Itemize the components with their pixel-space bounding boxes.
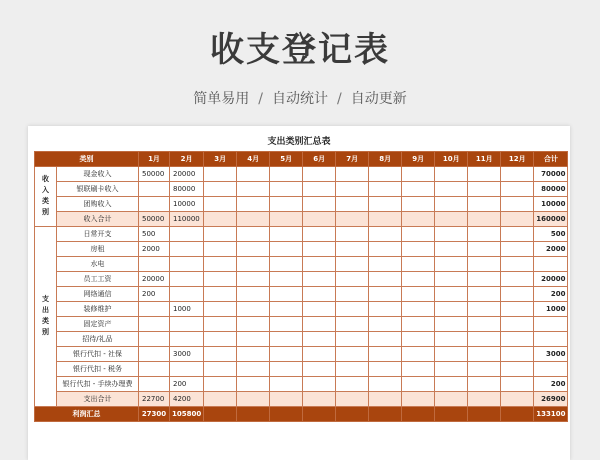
month-cell[interactable] [435, 182, 468, 197]
month-cell[interactable] [468, 182, 501, 197]
month-cell[interactable] [237, 167, 270, 182]
month-cell[interactable] [402, 197, 435, 212]
table-row [35, 227, 568, 242]
profit-section [35, 407, 568, 422]
month-cell[interactable] [170, 362, 204, 377]
month-cell[interactable] [435, 257, 468, 272]
month-cell[interactable] [139, 377, 170, 392]
feature-easy: 简单易用 [193, 91, 250, 107]
row-label: 支出合计 [57, 392, 139, 407]
month-cell[interactable]: 10000 [170, 197, 204, 212]
month-cell[interactable] [303, 287, 336, 302]
month-cell[interactable] [501, 287, 534, 302]
month-cell[interactable] [303, 227, 336, 242]
total-cell: 10000 [534, 197, 568, 212]
row-label: 现金收入 [57, 167, 139, 182]
month-cell[interactable] [270, 332, 303, 347]
month-cell[interactable] [402, 242, 435, 257]
month-cell[interactable] [303, 212, 336, 227]
month-cell[interactable] [270, 272, 303, 287]
table-row [35, 362, 568, 377]
profit-month-cell [204, 407, 237, 422]
total-cell: 80000 [534, 182, 568, 197]
row-label: 招待/礼品 [57, 332, 139, 347]
month-cell[interactable] [303, 332, 336, 347]
table-row [35, 347, 568, 362]
month-cell[interactable] [270, 317, 303, 332]
table-row [35, 197, 568, 212]
month-cell[interactable] [204, 242, 237, 257]
total-cell: 500 [534, 227, 568, 242]
month-cell[interactable] [237, 182, 270, 197]
subtotal-row [35, 392, 568, 407]
row-label: 银联刷卡收入 [57, 182, 139, 197]
col-header-month: 1月 [139, 152, 170, 167]
month-cell[interactable] [270, 182, 303, 197]
col-header-month: 8月 [369, 152, 402, 167]
profit-month-cell [435, 407, 468, 422]
month-cell[interactable] [402, 227, 435, 242]
month-cell[interactable] [369, 347, 402, 362]
month-cell[interactable] [170, 287, 204, 302]
row-label: 房租 [57, 242, 139, 257]
month-cell[interactable] [336, 317, 369, 332]
month-cell[interactable]: 2000 [139, 242, 170, 257]
month-cell[interactable]: 110000 [170, 212, 204, 227]
month-cell[interactable] [435, 377, 468, 392]
month-cell[interactable] [270, 197, 303, 212]
profit-label: 利润汇总 [35, 407, 139, 422]
col-header-month: 3月 [204, 152, 237, 167]
total-cell [534, 317, 568, 332]
month-cell[interactable] [369, 212, 402, 227]
total-cell [534, 362, 568, 377]
month-cell[interactable] [435, 332, 468, 347]
month-cell[interactable] [402, 392, 435, 407]
row-label: 网络通信 [57, 287, 139, 302]
month-cell[interactable] [501, 332, 534, 347]
month-cell[interactable] [139, 257, 170, 272]
month-cell[interactable] [435, 362, 468, 377]
month-cell[interactable] [336, 167, 369, 182]
month-cell[interactable] [369, 302, 402, 317]
month-cell[interactable] [303, 272, 336, 287]
profit-row [35, 407, 568, 422]
month-cell[interactable] [501, 212, 534, 227]
separator: / [337, 91, 342, 107]
month-cell[interactable] [402, 332, 435, 347]
month-cell[interactable] [270, 302, 303, 317]
total-cell: 200 [534, 287, 568, 302]
month-cell[interactable] [435, 197, 468, 212]
month-cell[interactable] [270, 257, 303, 272]
month-cell[interactable] [468, 167, 501, 182]
month-cell[interactable] [270, 227, 303, 242]
month-cell[interactable] [303, 347, 336, 362]
total-cell: 20000 [534, 272, 568, 287]
month-cell[interactable] [204, 272, 237, 287]
month-cell[interactable] [501, 242, 534, 257]
month-cell[interactable] [204, 302, 237, 317]
month-cell[interactable] [170, 257, 204, 272]
row-label: 员工工资 [57, 272, 139, 287]
profit-total-cell: 133100 [534, 407, 568, 422]
month-cell[interactable] [204, 167, 237, 182]
month-cell[interactable] [139, 197, 170, 212]
month-cell[interactable] [237, 197, 270, 212]
month-cell[interactable]: 4200 [170, 392, 204, 407]
col-header-total: 合计 [534, 152, 568, 167]
month-cell[interactable] [237, 302, 270, 317]
month-cell[interactable] [237, 227, 270, 242]
feature-auto-stats: 自动统计 [272, 91, 328, 107]
month-cell[interactable] [270, 242, 303, 257]
row-label: 银行代扣 - 手续办理费 [57, 377, 139, 392]
month-cell[interactable] [139, 332, 170, 347]
month-cell[interactable] [237, 272, 270, 287]
row-label: 收入合计 [57, 212, 139, 227]
month-cell[interactable] [270, 212, 303, 227]
total-cell: 1000 [534, 302, 568, 317]
month-cell[interactable] [435, 227, 468, 242]
month-cell[interactable] [336, 287, 369, 302]
month-cell[interactable] [303, 362, 336, 377]
profit-month-cell: 105800 [170, 407, 204, 422]
month-cell[interactable] [303, 182, 336, 197]
month-cell[interactable] [336, 242, 369, 257]
month-cell[interactable] [369, 392, 402, 407]
month-cell[interactable] [402, 362, 435, 377]
month-cell[interactable] [501, 272, 534, 287]
month-cell[interactable] [501, 302, 534, 317]
month-cell[interactable] [237, 377, 270, 392]
month-cell[interactable] [369, 167, 402, 182]
category-group-label: 收入类别 [35, 167, 57, 227]
month-cell[interactable] [336, 257, 369, 272]
separator: / [258, 91, 263, 107]
month-cell[interactable] [237, 242, 270, 257]
month-cell[interactable] [336, 377, 369, 392]
month-cell[interactable] [139, 182, 170, 197]
month-cell[interactable] [270, 392, 303, 407]
month-cell[interactable] [336, 332, 369, 347]
month-cell[interactable] [369, 317, 402, 332]
month-cell[interactable] [170, 332, 204, 347]
month-cell[interactable] [204, 332, 237, 347]
month-cell[interactable] [303, 197, 336, 212]
col-header-category: 类别 [35, 152, 139, 167]
month-cell[interactable] [402, 302, 435, 317]
row-label: 团购收入 [57, 197, 139, 212]
month-cell[interactable] [336, 212, 369, 227]
page-title: 收支登记表 [210, 30, 390, 70]
month-cell[interactable] [237, 257, 270, 272]
profit-month-cell [402, 407, 435, 422]
month-cell[interactable] [270, 377, 303, 392]
month-cell[interactable] [402, 212, 435, 227]
income-section [35, 167, 568, 227]
month-cell[interactable] [369, 362, 402, 377]
profit-month-cell [303, 407, 336, 422]
summary-table [34, 151, 568, 422]
col-header-month: 12月 [501, 152, 534, 167]
month-cell[interactable] [303, 167, 336, 182]
total-cell: 200 [534, 377, 568, 392]
month-cell[interactable]: 20000 [170, 167, 204, 182]
month-cell[interactable] [501, 377, 534, 392]
subtotal-row [35, 212, 568, 227]
col-header-month: 6月 [303, 152, 336, 167]
month-cell[interactable] [139, 347, 170, 362]
col-header-month: 2月 [170, 152, 204, 167]
month-cell[interactable] [204, 377, 237, 392]
month-cell[interactable]: 50000 [139, 167, 170, 182]
month-cell[interactable] [204, 182, 237, 197]
month-cell[interactable] [204, 362, 237, 377]
month-cell[interactable] [402, 287, 435, 302]
row-label: 装修维护 [57, 302, 139, 317]
month-cell[interactable] [468, 272, 501, 287]
month-cell[interactable] [303, 302, 336, 317]
month-cell[interactable] [139, 302, 170, 317]
table-row [35, 332, 568, 347]
row-label: 银行代扣 - 税务 [57, 362, 139, 377]
header-row [35, 152, 568, 167]
month-cell[interactable] [501, 347, 534, 362]
month-cell[interactable]: 200 [170, 377, 204, 392]
month-cell[interactable] [170, 242, 204, 257]
month-cell[interactable] [303, 392, 336, 407]
month-cell[interactable]: 22700 [139, 392, 170, 407]
month-cell[interactable] [501, 392, 534, 407]
month-cell[interactable] [237, 212, 270, 227]
month-cell[interactable] [468, 392, 501, 407]
month-cell[interactable] [435, 242, 468, 257]
month-cell[interactable] [336, 392, 369, 407]
month-cell[interactable] [501, 257, 534, 272]
month-cell[interactable] [369, 257, 402, 272]
month-cell[interactable]: 50000 [139, 212, 170, 227]
total-cell: 3000 [534, 347, 568, 362]
month-cell[interactable] [402, 257, 435, 272]
table-row [35, 182, 568, 197]
month-cell[interactable] [435, 167, 468, 182]
total-cell [534, 332, 568, 347]
month-cell[interactable] [204, 212, 237, 227]
month-cell[interactable] [435, 212, 468, 227]
month-cell[interactable] [501, 197, 534, 212]
month-cell[interactable] [468, 377, 501, 392]
sheet-title: 支出类别汇总表 [267, 137, 331, 147]
row-label: 日常开支 [57, 227, 139, 242]
month-cell[interactable] [270, 362, 303, 377]
month-cell[interactable] [369, 227, 402, 242]
month-cell[interactable] [402, 347, 435, 362]
total-cell: 160000 [534, 212, 568, 227]
month-cell[interactable] [435, 317, 468, 332]
month-cell[interactable] [170, 317, 204, 332]
month-cell[interactable] [468, 287, 501, 302]
month-cell[interactable] [501, 362, 534, 377]
table-row [35, 287, 568, 302]
profit-month-cell [336, 407, 369, 422]
total-cell: 2000 [534, 242, 568, 257]
month-cell[interactable]: 500 [139, 227, 170, 242]
spreadsheet-preview [28, 126, 570, 460]
month-cell[interactable] [237, 317, 270, 332]
month-cell[interactable] [369, 197, 402, 212]
month-cell[interactable] [270, 167, 303, 182]
month-cell[interactable]: 80000 [170, 182, 204, 197]
month-cell[interactable] [402, 377, 435, 392]
month-cell[interactable] [369, 182, 402, 197]
month-cell[interactable] [369, 332, 402, 347]
month-cell[interactable] [336, 197, 369, 212]
month-cell[interactable] [468, 212, 501, 227]
month-cell[interactable] [204, 197, 237, 212]
month-cell[interactable] [336, 347, 369, 362]
month-cell[interactable] [204, 347, 237, 362]
month-cell[interactable] [468, 257, 501, 272]
month-cell[interactable] [303, 317, 336, 332]
month-cell[interactable] [369, 242, 402, 257]
month-cell[interactable] [468, 317, 501, 332]
month-cell[interactable] [435, 302, 468, 317]
month-cell[interactable] [170, 227, 204, 242]
month-cell[interactable]: 3000 [170, 347, 204, 362]
month-cell[interactable] [139, 362, 170, 377]
month-cell[interactable] [468, 227, 501, 242]
month-cell[interactable] [237, 392, 270, 407]
month-cell[interactable] [468, 197, 501, 212]
month-cell[interactable] [468, 347, 501, 362]
row-label: 固定资产 [57, 317, 139, 332]
profit-month-cell [501, 407, 534, 422]
month-cell[interactable] [369, 377, 402, 392]
expense-section [35, 227, 568, 407]
col-header-month: 5月 [270, 152, 303, 167]
total-cell: 26900 [534, 392, 568, 407]
month-cell[interactable] [402, 167, 435, 182]
month-cell[interactable]: 200 [139, 287, 170, 302]
month-cell[interactable] [303, 377, 336, 392]
feature-list [0, 88, 600, 108]
month-cell[interactable] [435, 287, 468, 302]
total-cell [534, 257, 568, 272]
month-cell[interactable]: 20000 [139, 272, 170, 287]
month-cell[interactable] [237, 347, 270, 362]
col-header-month: 4月 [237, 152, 270, 167]
month-cell[interactable] [402, 182, 435, 197]
profit-month-cell [468, 407, 501, 422]
month-cell[interactable] [204, 317, 237, 332]
table-row [35, 317, 568, 332]
month-cell[interactable] [270, 287, 303, 302]
table-row [35, 377, 568, 392]
table-row [35, 302, 568, 317]
feature-auto-update: 自动更新 [350, 91, 407, 107]
total-cell: 70000 [534, 167, 568, 182]
row-label: 水电 [57, 257, 139, 272]
month-cell[interactable] [336, 182, 369, 197]
month-cell[interactable] [336, 227, 369, 242]
month-cell[interactable] [139, 317, 170, 332]
table-row [35, 272, 568, 287]
month-cell[interactable] [501, 182, 534, 197]
col-header-month: 11月 [468, 152, 501, 167]
month-cell[interactable] [170, 272, 204, 287]
month-cell[interactable] [204, 287, 237, 302]
month-cell[interactable] [501, 227, 534, 242]
month-cell[interactable] [336, 362, 369, 377]
month-cell[interactable] [303, 257, 336, 272]
month-cell[interactable] [237, 332, 270, 347]
row-label: 银行代扣 - 社保 [57, 347, 139, 362]
month-cell[interactable] [468, 302, 501, 317]
month-cell[interactable] [270, 347, 303, 362]
month-cell[interactable] [468, 242, 501, 257]
month-cell[interactable] [468, 362, 501, 377]
category-group-label: 支出类别 [35, 227, 57, 407]
month-cell[interactable] [336, 272, 369, 287]
month-cell[interactable] [435, 392, 468, 407]
month-cell[interactable] [435, 272, 468, 287]
profit-month-cell [270, 407, 303, 422]
month-cell[interactable] [402, 317, 435, 332]
col-header-month: 10月 [435, 152, 468, 167]
col-header-month: 9月 [402, 152, 435, 167]
month-cell[interactable] [204, 392, 237, 407]
month-cell[interactable] [501, 167, 534, 182]
table-row [35, 257, 568, 272]
month-cell[interactable] [204, 257, 237, 272]
profit-month-cell [237, 407, 270, 422]
month-cell[interactable] [468, 332, 501, 347]
month-cell[interactable] [435, 347, 468, 362]
month-cell[interactable] [237, 362, 270, 377]
month-cell[interactable] [402, 272, 435, 287]
profit-month-cell: 27300 [139, 407, 170, 422]
col-header-month: 7月 [336, 152, 369, 167]
month-cell[interactable] [336, 302, 369, 317]
table-row [35, 167, 568, 182]
month-cell[interactable] [303, 242, 336, 257]
month-cell[interactable] [369, 287, 402, 302]
table-row [35, 242, 568, 257]
month-cell[interactable] [237, 287, 270, 302]
profit-month-cell [369, 407, 402, 422]
month-cell[interactable] [501, 317, 534, 332]
month-cell[interactable] [369, 272, 402, 287]
month-cell[interactable] [204, 227, 237, 242]
month-cell[interactable]: 1000 [170, 302, 204, 317]
